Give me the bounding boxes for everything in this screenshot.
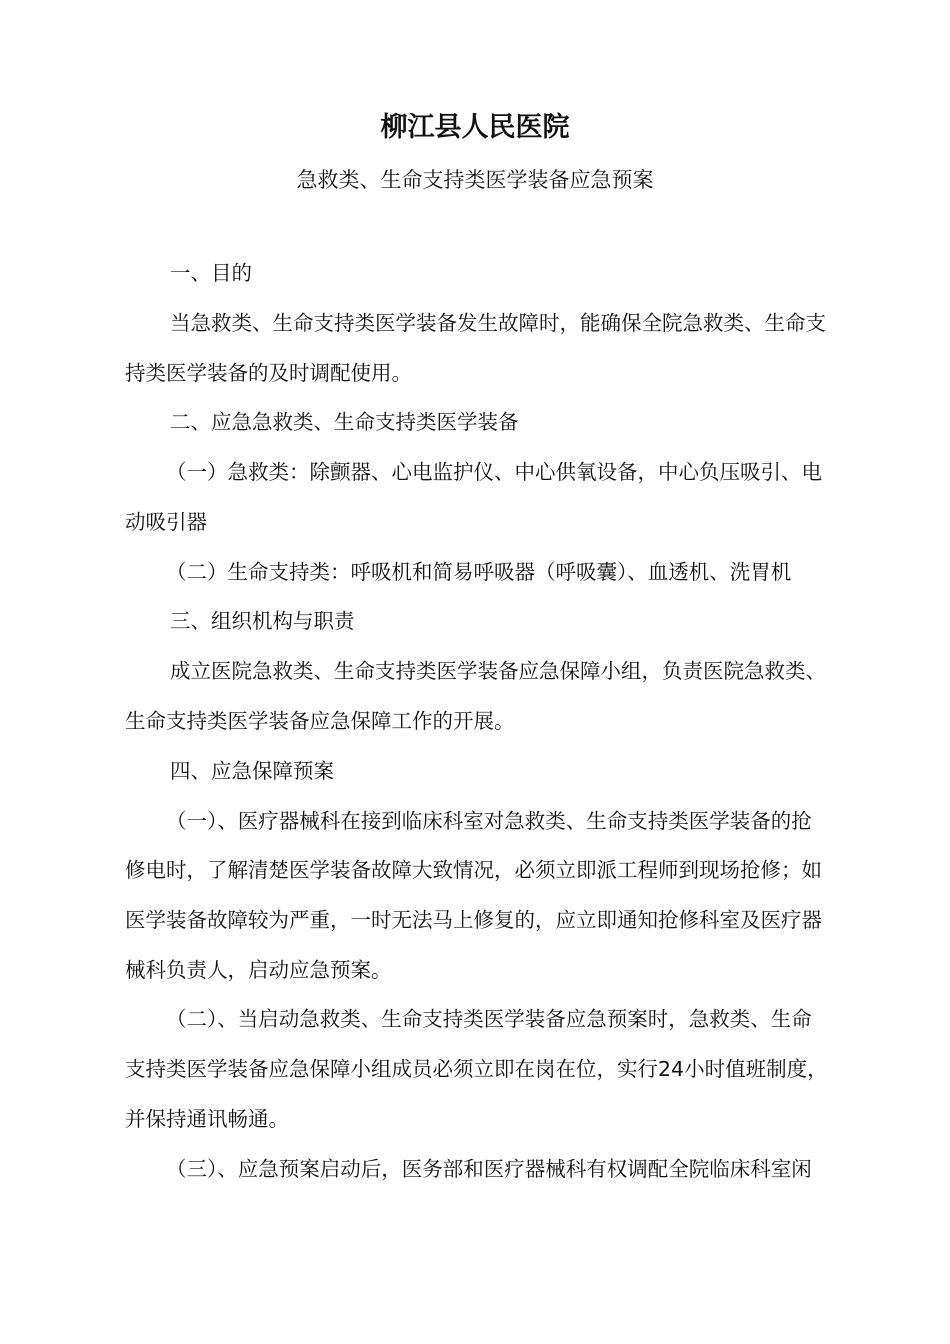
document-subtitle: 急救类、生命支持类医学装备应急预案 <box>296 168 654 192</box>
heading-plan: 四、应急保障预案 <box>170 759 334 783</box>
paragraph-line: 动吸引器 <box>125 510 207 534</box>
paragraph-line: （三）、应急预案启动后，医务部和医疗器械科有权调配全院临床科室闲 <box>166 1157 812 1181</box>
paragraph-line: 持类医学装备的及时调配使用。 <box>125 361 412 385</box>
heading-organization: 三、组织机构与职责 <box>170 609 355 633</box>
paragraph-line: （二）生命支持类：呼吸机和简易呼吸器（呼吸囊）、血透机、洗胃机 <box>166 560 792 584</box>
paragraph-line: 并保持通讯畅通。 <box>125 1107 289 1131</box>
paragraph-line: （二）、当启动急救类、生命支持类医学装备应急预案时，急救类、生命 <box>166 1007 812 1031</box>
paragraph-line: 医学装备故障较为严重，一时无法马上修复的，应立即通知抢修科室及医疗器 <box>125 908 822 932</box>
paragraph-line: （一）急救类：除颤器、心电监护仪、中心供氧设备，中心负压吸引、电 <box>166 460 822 484</box>
paragraph-line: 支持类医学装备应急保障小组成员必须立即在岗在位，实行24小时值班制度， <box>125 1057 828 1081</box>
heading-equipment: 二、应急急救类、生命支持类医学装备 <box>170 410 519 434</box>
document-title: 柳江县人民医院 <box>380 112 570 143</box>
paragraph-line: 械科负责人，启动应急预案。 <box>125 958 392 982</box>
paragraph-line: 生命支持类医学装备应急保障工作的开展。 <box>125 709 515 733</box>
paragraph-line: （一）、医疗器械科在接到临床科室对急救类、生命支持类医学装备的抢 <box>166 809 812 833</box>
heading-purpose: 一、目的 <box>170 261 252 285</box>
paragraph-line: 当急救类、生命支持类医学装备发生故障时，能确保全院急救类、生命支 <box>170 311 826 335</box>
paragraph-line: 成立医院急救类、生命支持类医学装备应急保障小组，负责医院急救类、 <box>170 659 826 683</box>
paragraph-line: 修电时，了解清楚医学装备故障大致情况，必须立即派工程师到现场抢修；如 <box>125 858 822 882</box>
